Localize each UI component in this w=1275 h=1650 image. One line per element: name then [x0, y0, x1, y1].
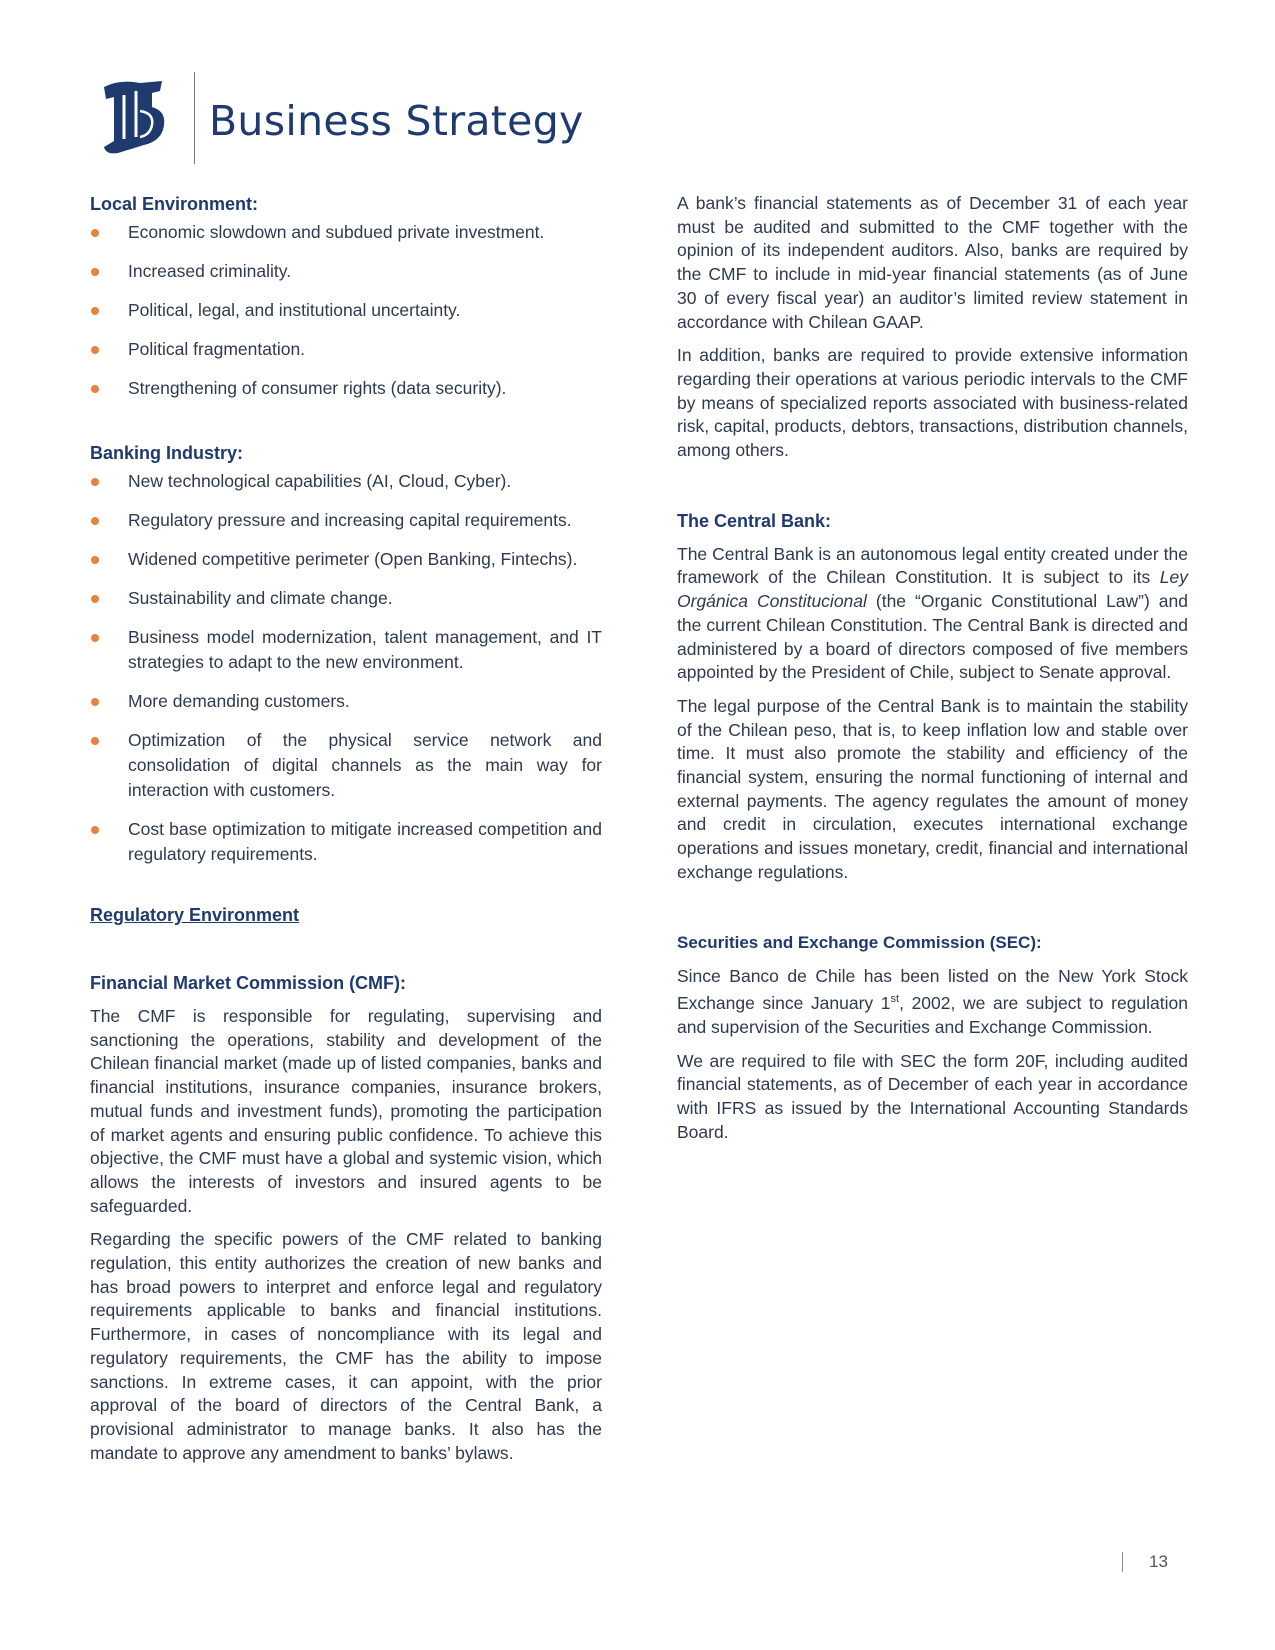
financial-statements-paragraph: A bank’s financial statements as of December 31 of each year must be audited and submitted to the CMF together with the opinion of its independent auditors. Also, banks are required by the CMF to include in mid-year financial statements (as of June 30 of every fiscal year) an auditor’s limited review statement in accordance with Chilean GAAP. [677, 193, 1188, 332]
list-item: Regulatory pressure and increasing capital requirements. [90, 508, 602, 533]
page-title: Business Strategy [209, 97, 584, 145]
sec-heading: Securities and Exchange Commission (SEC): [677, 932, 1042, 952]
banking-industry-heading: Banking Industry: [90, 443, 244, 463]
central-bank-paragraph-2: The legal purpose of the Central Bank is to maintain the stability of the Chilean peso, that is, to keep inflation low and stable over time. It must also promote the stability and efficiency of the financial system, ensuring the normal functioning of internal and external payments. The agency regulates the amount of money and credit in circulation, executes international exchange operations and issues monetary, credit, financial and international exchange regulations. [677, 695, 1188, 882]
central-bank-heading: The Central Bank: [677, 510, 832, 531]
list-item: Widened competitive perimeter (Open Banking, Fintechs). [90, 547, 602, 572]
list-item: Optimization of the physical service network and consolidation of digital channels as the main way for interaction with customers. [90, 728, 602, 803]
list-item: Sustainability and climate change. [90, 586, 602, 611]
banking-industry-list [90, 469, 602, 867]
bullet-icon [91, 385, 99, 393]
cmf-paragraph-2: Regarding the specific powers of the CMF related to banking regulation, this entity authorizes the creation of new banks and has broad powers to interpret and enforce legal and regulatory requirements applicable to banks and financial institutions. Furthermore, in cases of noncompliance with its legal and regulatory requirements, the CMF has the ability to impose sanctions. In extreme cases, it can appoint, with the prior approval of the board of directors of the Central Bank, a provisional administrator to manage banks. It also has the mandate to approve any amendment to banks’ bylaws. [90, 1229, 602, 1463]
bullet-icon [91, 595, 99, 603]
header-divider [194, 72, 195, 164]
list-item: More demanding customers. [90, 689, 602, 714]
cmf-paragraph-1: The CMF is responsible for regulating, supervising and sanctioning the operations, stability and development of the Chilean financial market (made up of listed companies, banks and financial institutions, insurance companies, insurance brokers, mutual funds and investment funds), promoting the participation of market agents and ensuring public confidence. To achieve this objective, the CMF must have a global and systemic vision, which allows the interests of investors and insured agents to be safeguarded. [90, 1006, 602, 1216]
list-item: Political, legal, and institutional uncertainty. [90, 298, 602, 323]
sec-paragraph-2: We are required to file with SEC the form 20F, including audited financial statements, as of December of each year in accordance with IFRS as issued by the International Accounting Standards Board. [677, 1050, 1188, 1142]
right-column [677, 192, 1188, 1144]
page-number [1122, 1552, 1168, 1572]
list-item: Political fragmentation. [90, 337, 602, 362]
regulatory-environment-heading: Regulatory Environment [90, 905, 300, 925]
bullet-icon [91, 478, 99, 486]
bullet-icon [91, 698, 99, 706]
list-item: Increased criminality. [90, 259, 602, 284]
bullet-icon [91, 346, 99, 354]
bullet-icon [91, 307, 99, 315]
bullet-icon [91, 556, 99, 564]
bullet-icon [91, 517, 99, 525]
cmf-heading: Financial Market Commission (CMF): [90, 973, 407, 993]
page-header [100, 72, 584, 164]
left-column [90, 192, 602, 1465]
page-number-divider [1122, 1552, 1123, 1572]
local-environment-list [90, 220, 602, 401]
list-item: Strengthening of consumer rights (data security). [90, 376, 602, 401]
bank-logo-icon [100, 77, 170, 159]
central-bank-paragraph-1: The Central Bank is an autonomous legal entity created under the framework of the Chilean Constitution. It is subject to its Ley Orgánica Constitucional (the “Organic Constitutional Law”) and the current Chilean Constitution. The Central Bank is directed and administered by a board of directors composed of five members appointed by the President of Chile, subject to Senate approval. [677, 543, 1188, 683]
bullet-icon [91, 268, 99, 276]
sec-paragraph-1: Since Banco de Chile has been listed on the New York Stock Exchange since January 1st, 2002, we are subject to regulation and supervision of the Securities and Exchange Commission. [677, 965, 1188, 1037]
local-environment-heading: Local Environment: [90, 194, 259, 214]
reporting-paragraph: In addition, banks are required to provide extensive information regarding their operations at various periodic intervals to the CMF by means of specialized reports associated with business-related risk, capital, products, debtors, transactions, distribution channels, among others. [677, 345, 1188, 461]
bullet-icon [91, 229, 99, 237]
page-number-label: 13 [1149, 1552, 1168, 1571]
bullet-icon [91, 826, 99, 834]
list-item: Business model modernization, talent management, and IT strategies to adapt to the new environment. [90, 625, 602, 675]
list-item: Economic slowdown and subdued private investment. [90, 220, 602, 245]
list-item: New technological capabilities (AI, Cloud, Cyber). [90, 469, 602, 494]
bullet-icon [91, 634, 99, 642]
list-item: Cost base optimization to mitigate increased competition and regulatory requirements. [90, 817, 602, 867]
bullet-icon [91, 737, 99, 745]
